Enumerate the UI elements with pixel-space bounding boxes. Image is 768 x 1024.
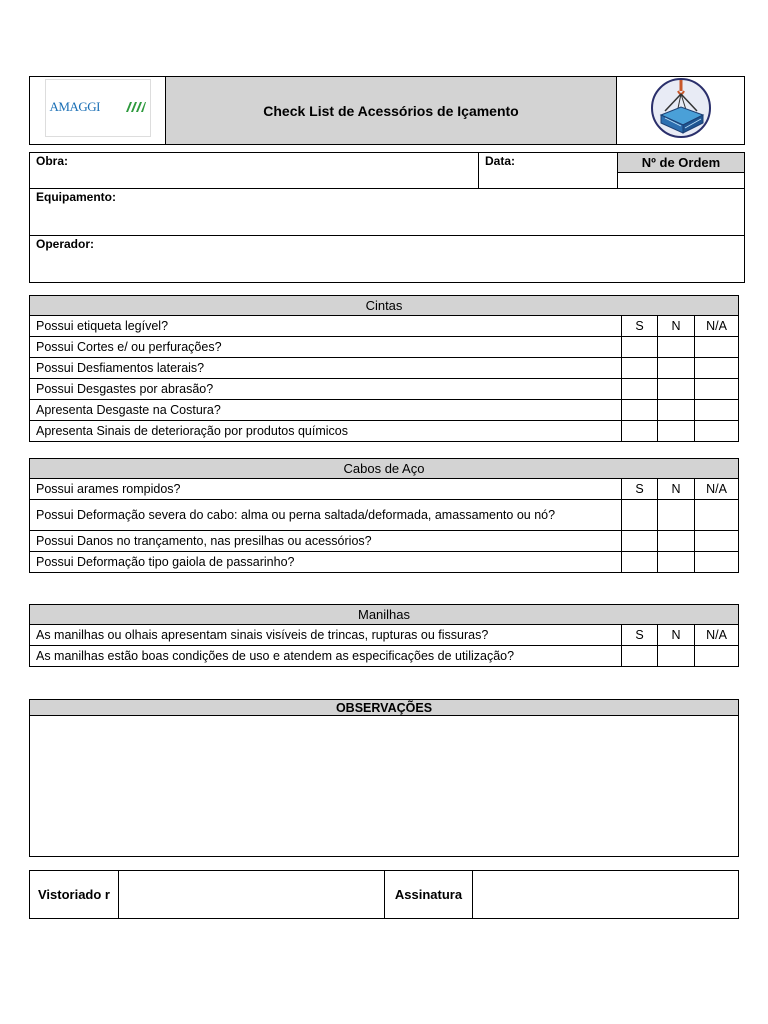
- option-s[interactable]: S: [622, 316, 658, 337]
- document-title: Check List de Acessórios de Içamento: [166, 77, 617, 145]
- answer-n-cell[interactable]: [658, 379, 695, 400]
- vistoriador-field[interactable]: [119, 871, 385, 919]
- answer-s-cell[interactable]: [622, 646, 658, 667]
- answer-na-cell[interactable]: [695, 358, 739, 379]
- answer-na-cell[interactable]: [695, 646, 739, 667]
- answer-na-cell[interactable]: [695, 531, 739, 552]
- cabos-table: [29, 458, 739, 573]
- answer-na-cell[interactable]: [695, 500, 739, 531]
- operador-label: Operador:: [36, 237, 95, 251]
- question: Possui Desgastes por abrasão?: [30, 379, 622, 400]
- answer-n-cell[interactable]: [658, 531, 695, 552]
- observacoes-field[interactable]: [30, 716, 739, 857]
- answer-n-cell[interactable]: [658, 421, 695, 442]
- option-na[interactable]: N/A: [695, 316, 739, 337]
- question: As manilhas ou olhais apresentam sinais visíveis de trincas, rupturas ou fissuras?: [30, 625, 622, 646]
- question: Possui arames rompidos?: [30, 479, 622, 500]
- answer-na-cell[interactable]: [695, 379, 739, 400]
- obra-label: Obra:: [36, 154, 69, 168]
- manilhas-title: Manilhas: [30, 605, 739, 625]
- answer-s-cell[interactable]: [622, 500, 658, 531]
- answer-s-cell[interactable]: [622, 358, 658, 379]
- answer-na-cell[interactable]: [695, 552, 739, 573]
- answer-n-cell[interactable]: [658, 358, 695, 379]
- ordem-label: Nº de Ordem: [618, 153, 745, 173]
- answer-s-cell[interactable]: [622, 379, 658, 400]
- info-table: [29, 152, 745, 283]
- company-logo: [45, 79, 151, 137]
- answer-s-cell[interactable]: [622, 400, 658, 421]
- observacoes-table: [29, 699, 739, 857]
- assinatura-label: Assinatura: [385, 871, 473, 919]
- answer-na-cell[interactable]: [695, 337, 739, 358]
- answer-s-cell[interactable]: [622, 552, 658, 573]
- data-label: Data:: [485, 154, 516, 168]
- answer-s-cell[interactable]: [622, 421, 658, 442]
- cabos-title: Cabos de Aço: [30, 459, 739, 479]
- logo-text: AMAGGI: [49, 99, 100, 114]
- question: Possui etiqueta legível?: [30, 316, 622, 337]
- manilhas-table: [29, 604, 739, 667]
- icon-cell: [617, 77, 745, 145]
- question: Possui Deformação severa do cabo: alma ou perna saltada/deformada, amassamento ou nó?: [30, 500, 622, 531]
- equipamento-label: Equipamento:: [36, 190, 116, 204]
- assinatura-field[interactable]: [473, 871, 739, 919]
- option-n[interactable]: N: [658, 479, 695, 500]
- question: As manilhas estão boas condições de uso e atendem as especificações de utilização?: [30, 646, 622, 667]
- equipamento-field[interactable]: [30, 189, 745, 236]
- vistoriador-label: Vistoriado r: [30, 871, 119, 919]
- crane-hook-load-icon: [647, 77, 715, 139]
- data-field[interactable]: [479, 153, 618, 189]
- answer-na-cell[interactable]: [695, 400, 739, 421]
- answer-n-cell[interactable]: [658, 500, 695, 531]
- ordem-field[interactable]: [618, 172, 745, 188]
- option-s[interactable]: S: [622, 479, 658, 500]
- answer-s-cell[interactable]: [622, 337, 658, 358]
- answer-s-cell[interactable]: [622, 531, 658, 552]
- cintas-table: [29, 295, 739, 442]
- question: Possui Deformação tipo gaiola de passarinho?: [30, 552, 622, 573]
- answer-n-cell[interactable]: [658, 337, 695, 358]
- observacoes-title: OBSERVAÇÕES: [30, 700, 739, 716]
- signature-table: [29, 870, 739, 919]
- operador-field[interactable]: [30, 236, 745, 283]
- question: Possui Desfiamentos laterais?: [30, 358, 622, 379]
- question: Possui Cortes e/ ou perfurações?: [30, 337, 622, 358]
- logo-cell: [30, 77, 166, 145]
- answer-n-cell[interactable]: [658, 552, 695, 573]
- answer-na-cell[interactable]: [695, 421, 739, 442]
- answer-n-cell[interactable]: [658, 400, 695, 421]
- answer-n-cell[interactable]: [658, 646, 695, 667]
- logo-stripes-icon: [126, 102, 146, 112]
- option-n[interactable]: N: [658, 625, 695, 646]
- option-s[interactable]: S: [622, 625, 658, 646]
- option-na[interactable]: N/A: [695, 625, 739, 646]
- question: Apresenta Desgaste na Costura?: [30, 400, 622, 421]
- cintas-title: Cintas: [30, 296, 739, 316]
- obra-field[interactable]: [30, 153, 479, 189]
- question: Apresenta Sinais de deterioração por produtos químicos: [30, 421, 622, 442]
- option-na[interactable]: N/A: [695, 479, 739, 500]
- question: Possui Danos no trançamento, nas presilhas ou acessórios?: [30, 531, 622, 552]
- header-table: [29, 76, 745, 145]
- option-n[interactable]: N: [658, 316, 695, 337]
